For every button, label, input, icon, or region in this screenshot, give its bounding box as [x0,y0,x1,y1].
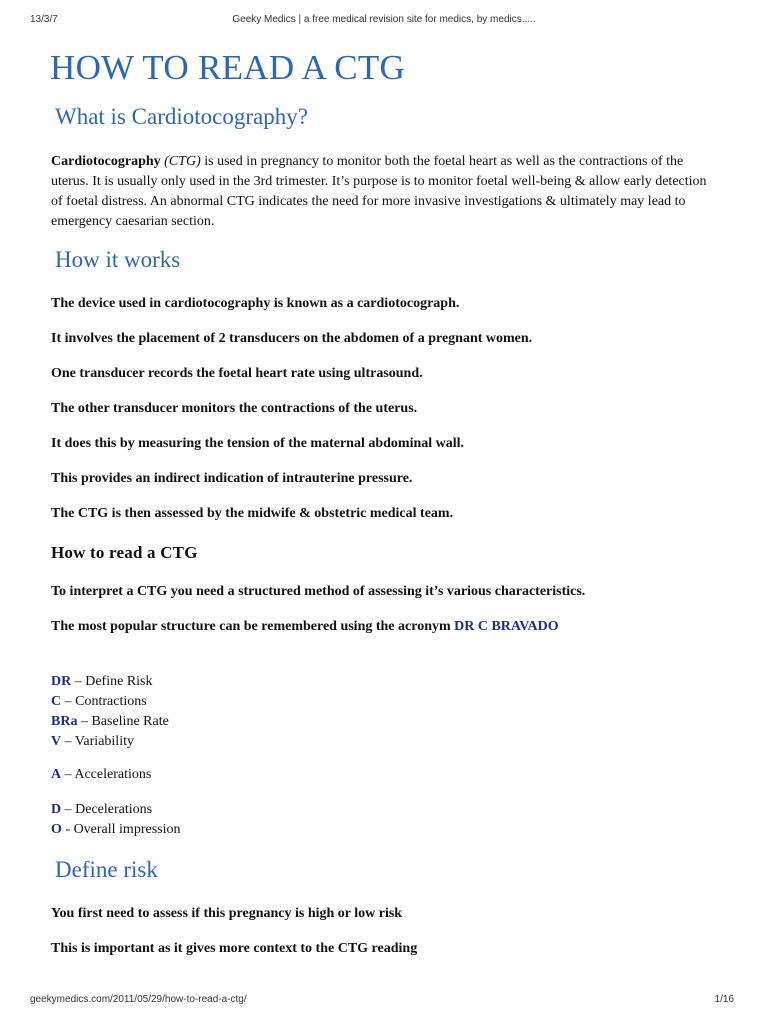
print-header [0,14,768,28]
list-text: Baseline Rate [91,714,169,729]
list-sep: – [61,802,76,817]
list-sep: – [77,714,92,729]
list-key: BRa [51,714,78,729]
list-item [51,765,151,785]
list-sep: - [61,822,74,837]
list-sep: – [71,674,86,689]
paragraph: The CTG is then assessed by the midwife & obstetric medical team. [51,506,454,521]
list-item [51,732,169,752]
paragraph-acronym [51,619,559,635]
list-sep: – [61,694,76,709]
paragraph: This provides an indirect indication of intrauterine pressure. [51,471,413,486]
list-sep: – [61,767,75,782]
heading-how-to-read: How to read a CTG [51,543,198,562]
list-text: Contractions [75,694,147,709]
paragraph: It involves the placement of 2 transducers on the abdomen of a pregnant women. [51,331,533,346]
list-key: V [51,734,62,749]
heading-what-is-ctg: What is Cardiotocography? [55,104,308,129]
list-text: Overall impression [73,822,181,837]
paragraph: This is important as it gives more context to the CTG reading [51,941,418,956]
print-footer [0,994,768,1008]
page-url: geekymedics.com/2011/05/29/how-to-read-a-ctg/ [30,994,247,1005]
heading-define-risk: Define risk [55,857,158,882]
list-key: C [51,694,62,709]
intro-paragraph [51,152,721,232]
list-key: A [51,767,62,782]
intro-body: is used in pregnancy to monitor both the foetal heart as well as the contractions of the uterus. It is usually only used in the 3rd trimester. It’s purpose is to monitor foetal well-being & allow early detection of foetal distress. An abnormal CTG indicates the need for more invasive investigations & ultimately may lead to emergency caesarian section. [51,154,707,229]
list-item [51,712,169,732]
paragraph: The other transducer monitors the contractions of the uterus. [51,401,418,416]
list-text: Variability [74,734,134,749]
paragraph: It does this by measuring the tension of the maternal abdominal wall. [51,436,465,451]
list-key: DR [51,674,72,689]
acronym: DR C BRAVADO [454,619,559,634]
heading-how-it-works: How it works [55,247,181,272]
page-number: 1/16 [714,994,734,1005]
paragraph: The device used in cardiotocography is known as a cardiotocograph. [51,296,460,311]
list-item [51,692,169,712]
acronym-list-end [51,800,180,840]
list-key: O [51,822,62,837]
list-text: Decelerations [75,802,153,817]
print-date: 13/3/7 [30,14,58,25]
list-item [51,800,180,820]
intro-term: Cardiotocography [51,154,161,169]
paragraph: You first need to assess if this pregnancy is high or low risk [51,906,403,921]
intro-abbr: (CTG) [164,154,201,169]
list-key: D [51,802,62,817]
list-item [51,820,180,840]
acronym-list [51,672,169,752]
page-title: HOW TO READ A CTG [50,48,406,87]
print-site-title: Geeky Medics | a free medical revision site for medics, by medics..... [232,14,536,25]
acronym-intro: The most popular structure can be remembered using the acronym [51,619,455,634]
paragraph: To interpret a CTG you need a structured method of assessing it’s various characteristics. [51,584,586,599]
paragraph: One transducer records the foetal heart rate using ultrasound. [51,366,423,381]
list-text: Define Risk [85,674,153,689]
list-text: Accelerations [74,767,152,782]
list-sep: – [61,734,75,749]
list-item [51,672,169,692]
